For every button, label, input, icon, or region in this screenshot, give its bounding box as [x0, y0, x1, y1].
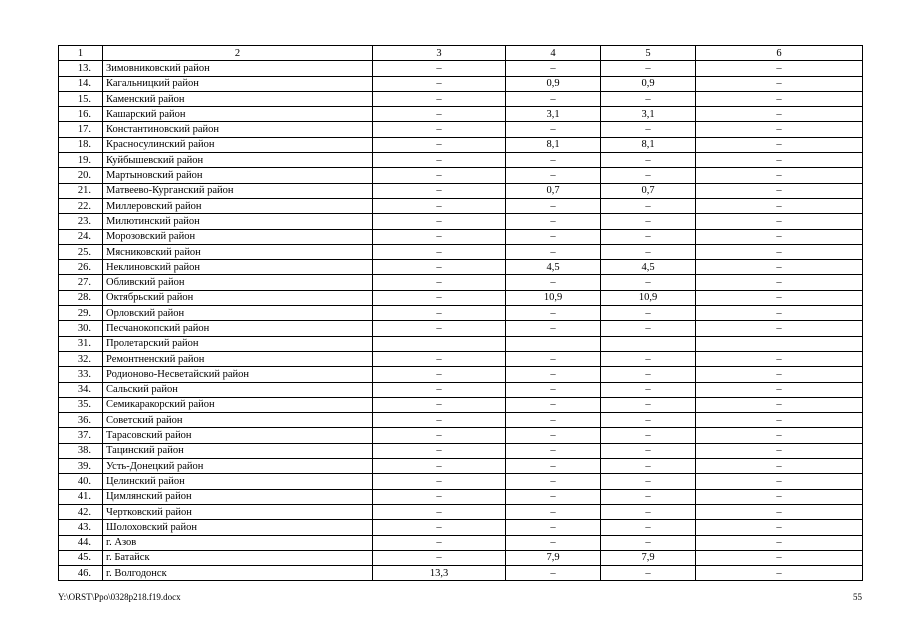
value-cell-3: – — [373, 306, 506, 321]
table-row — [59, 61, 863, 76]
district-name-cell: Шолоховский район — [103, 520, 373, 535]
table-row — [59, 168, 863, 183]
value-cell-3: – — [373, 214, 506, 229]
value-cell-6: – — [696, 198, 863, 213]
value-cell-4: – — [506, 428, 601, 443]
value-cell-4: 8,1 — [506, 137, 601, 152]
value-cell-6: – — [696, 367, 863, 382]
value-cell-5: – — [601, 91, 696, 106]
row-number-cell: 15. — [59, 91, 103, 106]
header-cell-3: 3 — [373, 46, 506, 61]
value-cell-6: – — [696, 61, 863, 76]
row-number-cell: 13. — [59, 61, 103, 76]
header-cell-2: 2 — [103, 46, 373, 61]
district-name-cell: Тацинский район — [103, 443, 373, 458]
value-cell-5: 3,1 — [601, 107, 696, 122]
table-row — [59, 290, 863, 305]
row-number-cell: 17. — [59, 122, 103, 137]
value-cell-4: – — [506, 443, 601, 458]
value-cell-6: – — [696, 153, 863, 168]
table-body — [59, 46, 863, 581]
row-number-cell: 40. — [59, 474, 103, 489]
value-cell-5: – — [601, 306, 696, 321]
district-name-cell: г. Волгодонск — [103, 566, 373, 581]
value-cell-3: – — [373, 91, 506, 106]
district-name-cell: Ремонтненский район — [103, 351, 373, 366]
value-cell-6 — [696, 336, 863, 351]
value-cell-6: – — [696, 413, 863, 428]
value-cell-3 — [373, 336, 506, 351]
row-number-cell: 36. — [59, 413, 103, 428]
row-number-cell: 29. — [59, 306, 103, 321]
value-cell-4: – — [506, 91, 601, 106]
value-cell-6: – — [696, 260, 863, 275]
table-row — [59, 459, 863, 474]
district-name-cell: Целинский район — [103, 474, 373, 489]
row-number-cell: 32. — [59, 351, 103, 366]
district-name-cell: Мартыновский район — [103, 168, 373, 183]
value-cell-4: – — [506, 198, 601, 213]
value-cell-5: – — [601, 229, 696, 244]
row-number-cell: 22. — [59, 198, 103, 213]
row-number-cell: 30. — [59, 321, 103, 336]
value-cell-3: – — [373, 183, 506, 198]
row-number-cell: 34. — [59, 382, 103, 397]
value-cell-4: – — [506, 61, 601, 76]
value-cell-3: – — [373, 351, 506, 366]
row-number-cell: 37. — [59, 428, 103, 443]
value-cell-6: – — [696, 566, 863, 581]
district-name-cell: Неклиновский район — [103, 260, 373, 275]
value-cell-5: – — [601, 459, 696, 474]
value-cell-4: – — [506, 306, 601, 321]
table-row — [59, 107, 863, 122]
district-name-cell: Родионово-Несветайский район — [103, 367, 373, 382]
table-row — [59, 413, 863, 428]
value-cell-6: – — [696, 229, 863, 244]
value-cell-3: – — [373, 459, 506, 474]
table-row — [59, 367, 863, 382]
value-cell-5 — [601, 336, 696, 351]
header-cell-6: 6 — [696, 46, 863, 61]
value-cell-6: – — [696, 76, 863, 91]
value-cell-4: – — [506, 397, 601, 412]
value-cell-3: – — [373, 137, 506, 152]
value-cell-3: – — [373, 520, 506, 535]
value-cell-4: 10,9 — [506, 290, 601, 305]
value-cell-5: – — [601, 275, 696, 290]
value-cell-5: 0,7 — [601, 183, 696, 198]
value-cell-3: – — [373, 229, 506, 244]
value-cell-5: – — [601, 566, 696, 581]
value-cell-3: – — [373, 489, 506, 504]
value-cell-5: – — [601, 382, 696, 397]
table-row — [59, 122, 863, 137]
table-row — [59, 474, 863, 489]
value-cell-5: – — [601, 397, 696, 412]
district-name-cell: Сальский район — [103, 382, 373, 397]
row-number-cell: 26. — [59, 260, 103, 275]
table-row — [59, 550, 863, 565]
value-cell-4: 4,5 — [506, 260, 601, 275]
table-row — [59, 183, 863, 198]
value-cell-6: – — [696, 107, 863, 122]
district-name-cell: Советский район — [103, 413, 373, 428]
value-cell-6: – — [696, 443, 863, 458]
district-name-cell: Милютинский район — [103, 214, 373, 229]
row-number-cell: 43. — [59, 520, 103, 535]
value-cell-6: – — [696, 91, 863, 106]
table-row — [59, 76, 863, 91]
district-name-cell: Тарасовский район — [103, 428, 373, 443]
district-name-cell: Орловский район — [103, 306, 373, 321]
page-number: 55 — [853, 592, 862, 602]
header-cell-4: 4 — [506, 46, 601, 61]
value-cell-6: – — [696, 306, 863, 321]
table-row — [59, 214, 863, 229]
value-cell-6: – — [696, 290, 863, 305]
value-cell-4: – — [506, 520, 601, 535]
district-name-cell: Красносулинский район — [103, 137, 373, 152]
table-row — [59, 153, 863, 168]
value-cell-6: – — [696, 351, 863, 366]
table-row — [59, 489, 863, 504]
value-cell-4: – — [506, 566, 601, 581]
value-cell-5: – — [601, 61, 696, 76]
value-cell-3: – — [373, 397, 506, 412]
row-number-cell: 45. — [59, 550, 103, 565]
value-cell-6: – — [696, 321, 863, 336]
value-cell-3: – — [373, 198, 506, 213]
table-row — [59, 198, 863, 213]
table-row — [59, 137, 863, 152]
table-row — [59, 244, 863, 259]
table-header-row — [59, 46, 863, 61]
value-cell-5: – — [601, 443, 696, 458]
value-cell-5: 8,1 — [601, 137, 696, 152]
value-cell-4: – — [506, 474, 601, 489]
value-cell-4: – — [506, 168, 601, 183]
district-name-cell: Морозовский район — [103, 229, 373, 244]
row-number-cell: 46. — [59, 566, 103, 581]
table-row — [59, 535, 863, 550]
row-number-cell: 23. — [59, 214, 103, 229]
value-cell-3: – — [373, 122, 506, 137]
value-cell-4: – — [506, 321, 601, 336]
value-cell-5: – — [601, 122, 696, 137]
value-cell-5: 0,9 — [601, 76, 696, 91]
value-cell-3: – — [373, 168, 506, 183]
row-number-cell: 21. — [59, 183, 103, 198]
table-row — [59, 229, 863, 244]
value-cell-3: – — [373, 443, 506, 458]
row-number-cell: 31. — [59, 336, 103, 351]
row-number-cell: 44. — [59, 535, 103, 550]
row-number-cell: 16. — [59, 107, 103, 122]
district-name-cell: Куйбышевский район — [103, 153, 373, 168]
value-cell-4: – — [506, 382, 601, 397]
value-cell-5: – — [601, 198, 696, 213]
district-name-cell: Октябрьский район — [103, 290, 373, 305]
row-number-cell: 38. — [59, 443, 103, 458]
value-cell-4: – — [506, 153, 601, 168]
value-cell-3: – — [373, 61, 506, 76]
value-cell-3: – — [373, 550, 506, 565]
value-cell-5: – — [601, 321, 696, 336]
table-row — [59, 397, 863, 412]
value-cell-5: – — [601, 413, 696, 428]
value-cell-5: – — [601, 504, 696, 519]
value-cell-5: – — [601, 214, 696, 229]
value-cell-4: – — [506, 275, 601, 290]
value-cell-4: – — [506, 214, 601, 229]
district-name-cell: Мясниковский район — [103, 244, 373, 259]
header-cell-1: 1 — [59, 46, 103, 61]
header-cell-5: 5 — [601, 46, 696, 61]
value-cell-6: – — [696, 244, 863, 259]
district-name-cell: Обливский район — [103, 275, 373, 290]
district-name-cell: Пролетарский район — [103, 336, 373, 351]
value-cell-6: – — [696, 122, 863, 137]
row-number-cell: 14. — [59, 76, 103, 91]
value-cell-6: – — [696, 275, 863, 290]
value-cell-4: – — [506, 489, 601, 504]
value-cell-3: – — [373, 260, 506, 275]
value-cell-5: – — [601, 474, 696, 489]
district-name-cell: Семикаракорский район — [103, 397, 373, 412]
district-name-cell: Кагальницкий район — [103, 76, 373, 91]
value-cell-3: – — [373, 367, 506, 382]
value-cell-4 — [506, 336, 601, 351]
value-cell-4: 0,7 — [506, 183, 601, 198]
value-cell-6: – — [696, 397, 863, 412]
row-number-cell: 28. — [59, 290, 103, 305]
table-row — [59, 566, 863, 581]
value-cell-5: – — [601, 489, 696, 504]
value-cell-6: – — [696, 520, 863, 535]
data-table — [58, 45, 863, 581]
value-cell-5: – — [601, 367, 696, 382]
value-cell-5: 7,9 — [601, 550, 696, 565]
table-row — [59, 321, 863, 336]
value-cell-6: – — [696, 428, 863, 443]
value-cell-4: – — [506, 504, 601, 519]
value-cell-5: – — [601, 168, 696, 183]
district-name-cell: Каменский район — [103, 91, 373, 106]
value-cell-3: – — [373, 413, 506, 428]
value-cell-6: – — [696, 214, 863, 229]
row-number-cell: 33. — [59, 367, 103, 382]
value-cell-6: – — [696, 535, 863, 550]
table-row — [59, 520, 863, 535]
value-cell-3: – — [373, 107, 506, 122]
value-cell-4: – — [506, 459, 601, 474]
district-name-cell: Миллеровский район — [103, 198, 373, 213]
value-cell-4: – — [506, 367, 601, 382]
table-row — [59, 443, 863, 458]
district-name-cell: Матвеево-Курганский район — [103, 183, 373, 198]
value-cell-5: – — [601, 153, 696, 168]
value-cell-4: 7,9 — [506, 550, 601, 565]
value-cell-4: – — [506, 229, 601, 244]
value-cell-4: 3,1 — [506, 107, 601, 122]
value-cell-5: 10,9 — [601, 290, 696, 305]
table-row — [59, 351, 863, 366]
value-cell-5: – — [601, 428, 696, 443]
value-cell-6: – — [696, 168, 863, 183]
row-number-cell: 19. — [59, 153, 103, 168]
row-number-cell: 20. — [59, 168, 103, 183]
value-cell-3: – — [373, 382, 506, 397]
row-number-cell: 41. — [59, 489, 103, 504]
value-cell-6: – — [696, 183, 863, 198]
row-number-cell: 42. — [59, 504, 103, 519]
value-cell-5: – — [601, 535, 696, 550]
value-cell-6: – — [696, 137, 863, 152]
table-row — [59, 336, 863, 351]
district-name-cell: Чертковский район — [103, 504, 373, 519]
district-name-cell: Кашарский район — [103, 107, 373, 122]
value-cell-3: – — [373, 428, 506, 443]
value-cell-3: – — [373, 504, 506, 519]
value-cell-6: – — [696, 459, 863, 474]
row-number-cell: 24. — [59, 229, 103, 244]
table-row — [59, 428, 863, 443]
value-cell-3: – — [373, 153, 506, 168]
table-row — [59, 260, 863, 275]
row-number-cell: 35. — [59, 397, 103, 412]
district-name-cell: г. Батайск — [103, 550, 373, 565]
row-number-cell: 25. — [59, 244, 103, 259]
value-cell-3: – — [373, 290, 506, 305]
table-row — [59, 91, 863, 106]
value-cell-3: – — [373, 275, 506, 290]
value-cell-5: – — [601, 351, 696, 366]
value-cell-3: – — [373, 474, 506, 489]
district-name-cell: Песчанокопский район — [103, 321, 373, 336]
value-cell-5: 4,5 — [601, 260, 696, 275]
value-cell-3: – — [373, 76, 506, 91]
value-cell-5: – — [601, 520, 696, 535]
value-cell-4: – — [506, 122, 601, 137]
value-cell-3: 13,3 — [373, 566, 506, 581]
footer-file-path: Y:\ORST\Ppo\0328p218.f19.docx — [58, 592, 181, 602]
value-cell-4: – — [506, 244, 601, 259]
value-cell-3: – — [373, 244, 506, 259]
district-name-cell: Зимовниковский район — [103, 61, 373, 76]
value-cell-4: – — [506, 413, 601, 428]
district-name-cell: г. Азов — [103, 535, 373, 550]
row-number-cell: 18. — [59, 137, 103, 152]
district-name-cell: Усть-Донецкий район — [103, 459, 373, 474]
district-name-cell: Константиновский район — [103, 122, 373, 137]
value-cell-6: – — [696, 382, 863, 397]
value-cell-4: 0,9 — [506, 76, 601, 91]
district-name-cell: Цимлянский район — [103, 489, 373, 504]
value-cell-6: – — [696, 550, 863, 565]
table-row — [59, 504, 863, 519]
value-cell-3: – — [373, 321, 506, 336]
value-cell-6: – — [696, 504, 863, 519]
row-number-cell: 27. — [59, 275, 103, 290]
value-cell-4: – — [506, 351, 601, 366]
value-cell-6: – — [696, 474, 863, 489]
value-cell-4: – — [506, 535, 601, 550]
table-row — [59, 382, 863, 397]
value-cell-6: – — [696, 489, 863, 504]
value-cell-5: – — [601, 244, 696, 259]
value-cell-3: – — [373, 535, 506, 550]
table-row — [59, 306, 863, 321]
table-row — [59, 275, 863, 290]
row-number-cell: 39. — [59, 459, 103, 474]
